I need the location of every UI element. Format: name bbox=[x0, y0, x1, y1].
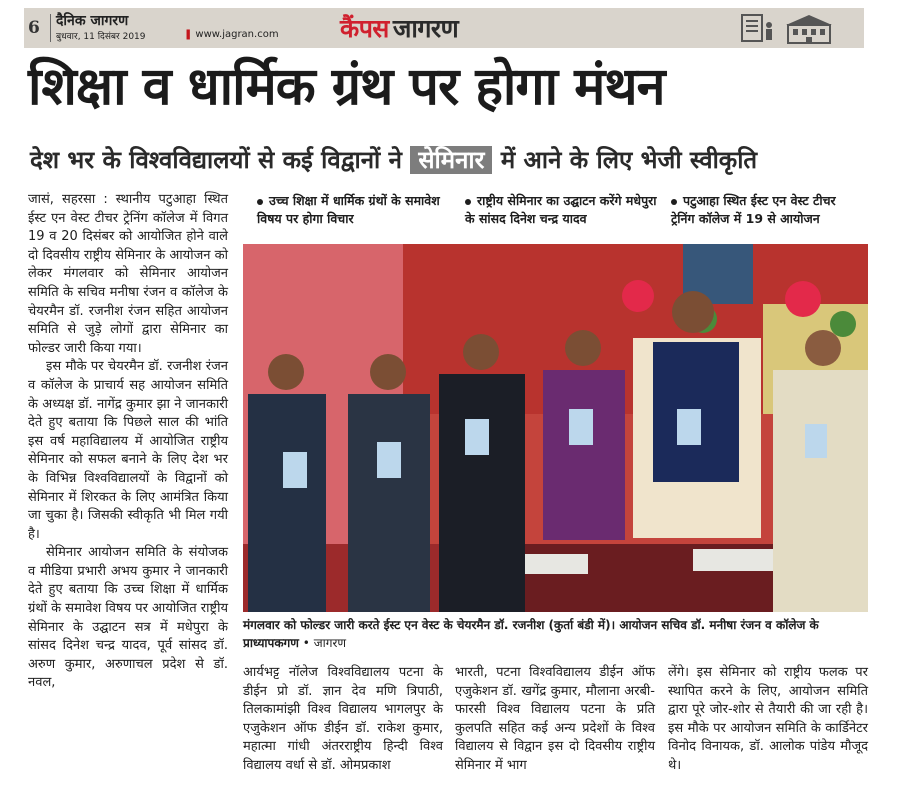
masthead-divider bbox=[50, 14, 51, 42]
photo-caption bbox=[243, 616, 868, 652]
paragraph: लेंगे। इस सेमिनार को राष्ट्रीय फलक पर स्थापित करने के लिए, आयोजन समिति द्वारा पूरे जोर-शोर से तैयारी की जा रही है। इस मौके पर आयोजन समिति के कार्डिनेटर विनोद विनायक, डॉ. आलोक पांडेय मौजूद थे। bbox=[668, 665, 868, 773]
subhead-before: देश भर के विश्वविद्यालयों से कई विद्वानों ने bbox=[30, 146, 402, 174]
paragraph: जासं, सहरसा : स्थानीय पटुआहा स्थित ईस्ट एन वेस्ट टीचर ट्रेनिंग कॉलेज में विगत 19 व 20 दिसंबर को आयोजित होने वाले दो दिवसीय राष्ट्रीय सेमिनार के आयोजन को लेकर मंगलवार को सेमिनार आयोजन समिति के सचिव मनीषा रंजन व कॉलेज के चेयरमैन डॉ. रजनीश रंजन सहित आयोजन समिति से जुड़े लोगों द्वारा सेमिनार का फोल्डर जारी किया गया। bbox=[28, 192, 228, 356]
person-3 bbox=[439, 334, 525, 612]
paragraph: भारती, पटना विश्वविद्यालय डीईन ऑफ एजुकेशन डॉ. खगेंद्र कुमार, मौलाना अरबी-फारसी विश्व विद्यालय पटना के प्रति कुलपति सहित कई अन्य प्रदेशों के विश्व विद्यालय से विद्वान इस दो दिवसीय राष्ट्रीय सेमिनार में भाग bbox=[455, 665, 655, 773]
bullet-icon bbox=[465, 199, 471, 205]
folder-release-photo bbox=[243, 244, 868, 612]
website-text: www.jagran.com bbox=[195, 29, 279, 40]
paragraph: आर्यभट्ट नॉलेज विश्वविद्यालय पटना के डीईन प्रो डॉ. ज्ञान देव मणि त्रिपाठी, तिलकामांझी विश्व विद्यालय भागलपुर के एजुकेशन ऑफ डीईन डॉ. राकेश कुमार, महात्मा गांधी अंतरराष्ट्रीय हिन्दी विश्व विद्यालय वर्धा से डॉ. ओमप्रकाश bbox=[243, 665, 443, 773]
key-point-text: राष्ट्रीय सेमिनार का उद्घाटन करेंगे मधेपुरा के सांसद दिनेश चन्द्र यादव bbox=[465, 193, 657, 226]
website-link[interactable] bbox=[184, 29, 279, 40]
subhead-highlight: सेमिनार bbox=[410, 146, 492, 174]
key-point-text: उच्च शिक्षा में धार्मिक ग्रंथों के समावेश विषय पर होगा विचार bbox=[257, 193, 440, 226]
issue-date: बुधवार, 11 दिसंबर 2019 bbox=[56, 32, 146, 42]
person-6 bbox=[773, 330, 868, 612]
classroom-icon bbox=[740, 13, 776, 43]
article-subhead bbox=[30, 143, 870, 177]
page-number: 6 bbox=[28, 18, 40, 38]
caption-credit: • जागरण bbox=[298, 636, 347, 650]
masthead bbox=[24, 8, 864, 48]
paper-name: दैनिक जागरण bbox=[56, 13, 129, 29]
article-column-1 bbox=[28, 191, 228, 693]
key-point bbox=[257, 192, 457, 228]
subhead-after: में आने के लिए भेजी स्वीकृति bbox=[500, 146, 758, 174]
brand-part2: जागरण bbox=[392, 14, 459, 43]
article-headline: शिक्षा व धार्मिक ग्रंथ पर होगा मंथन bbox=[28, 57, 665, 117]
event-photo bbox=[243, 244, 868, 612]
bullet-icon bbox=[257, 199, 263, 205]
key-points bbox=[243, 192, 868, 238]
key-point-text: पटुआहा स्थित ईस्ट एन वेस्ट टीचर ट्रेनिंग कॉलेज में 19 से आयोजन bbox=[671, 193, 836, 226]
section-brand bbox=[340, 11, 458, 45]
caption-text: मंगलवार को फोल्डर जारी करते ईस्ट एन वेस्ट के चेयरमैन डॉ. रजनीश (कुर्ता बंडी में)। आयोजन सचिव डॉ. मनीषा रंजन व कॉलेज के प्राध्यापकगण bbox=[243, 618, 819, 650]
article-column-4 bbox=[668, 664, 868, 776]
website-mark-icon: ❚ bbox=[184, 29, 193, 40]
bullet-icon bbox=[671, 199, 677, 205]
key-point bbox=[465, 192, 663, 228]
article-column-3 bbox=[455, 664, 655, 776]
article-column-2 bbox=[243, 664, 443, 776]
brand-part1: कैंपस bbox=[340, 14, 389, 43]
key-point bbox=[671, 192, 863, 228]
school-building-icon bbox=[780, 13, 838, 45]
paragraph: सेमिनार आयोजन समिति के संयोजक व मीडिया प्रभारी अभय कुमार ने जानकारी देते हुए बताया कि उच्च शिक्षा में धार्मिक ग्रंथों के समावेश विषय पर आयोजित राष्ट्रीय सेमिनार के उद्घाटन सत्र में मधेपुरा के सांसद दिनेश चन्द्र यादव, पूर्व सांसद डॉ. अरुण कुमार, अरुणाचल प्रदेश से डॉ. नवल, bbox=[28, 545, 228, 691]
paragraph: इस मौके पर चेयरमैन डॉ. रजनीश रंजन व कॉलेज के प्राचार्य सह आयोजन समिति के अध्यक्ष डॉ. नागेंद्र कुमार झा ने जानकारी देते हुए बताया कि पिछले साल की भांति इस वर्ष महाविद्यालय में आयोजित राष्ट्रीय सेमिनार को सफल बनाने के लिए देश भर के विभिन्न विश्वविद्यालयों के विद्वानों को सेमिनार में शिरकत के लिए आमंत्रित किया जा चुका है। जिसकी स्वीकृति भी मिल गयी है। bbox=[28, 359, 228, 542]
